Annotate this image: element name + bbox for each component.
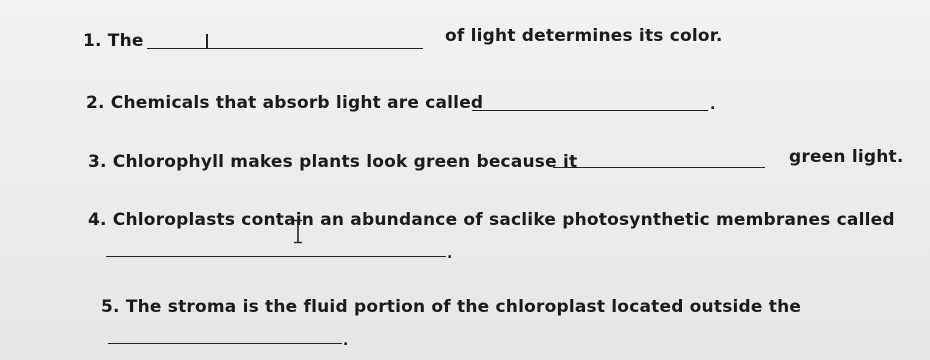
q3-text-after: green light. <box>789 147 904 167</box>
q1-answer-blank[interactable] <box>147 48 423 49</box>
q1-text-before: 1. The <box>83 31 144 51</box>
q2-answer-blank[interactable] <box>472 110 708 111</box>
text-caret-icon <box>206 34 208 48</box>
q2-period: . <box>710 97 716 113</box>
q5-text: 5. The stroma is the fluid portion of the chloroplast located outside the <box>101 297 802 317</box>
q3-answer-blank[interactable] <box>553 167 765 168</box>
q2-text: 2. Chemicals that absorb light are called <box>86 93 484 113</box>
q4-text: 4. Chloroplasts contain an abundance of saclike photosynthetic membranes called <box>88 210 895 230</box>
q5-period: . <box>343 333 349 349</box>
q4-answer-blank[interactable] <box>106 256 446 257</box>
q1-text-after: of light determines its color. <box>445 26 723 46</box>
q4-period: . <box>447 246 453 262</box>
q5-answer-blank[interactable] <box>108 343 342 344</box>
i-beam-cursor-icon <box>291 219 305 245</box>
q3-text-before: 3. Chlorophyll makes plants look green because it <box>88 152 578 172</box>
